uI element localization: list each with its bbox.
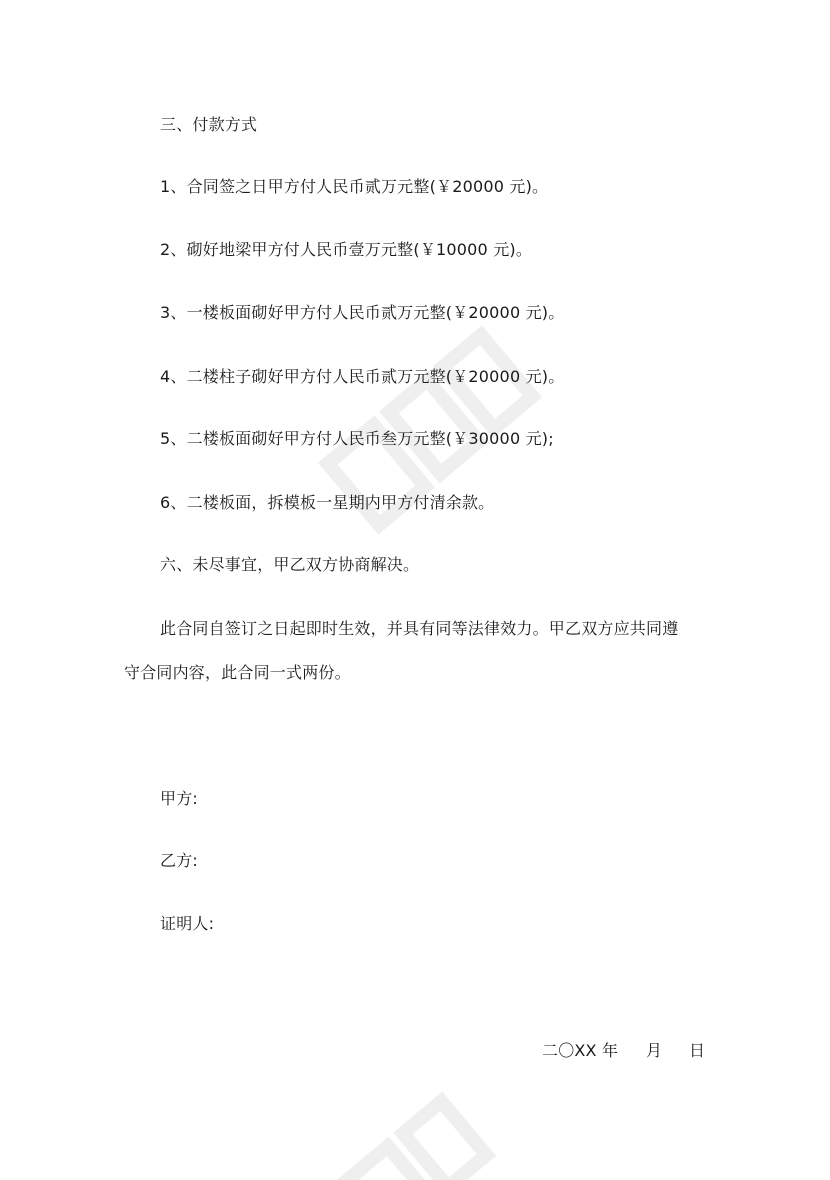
watermark-graphic-bottom [300,1070,560,1180]
witness-label: 证明人: [160,914,215,933]
date-year: 二〇XX 年 [542,1041,619,1060]
payment-item-2: 2、砌好地梁甲方付人民币壹万元整(￥10000 元)。 [160,240,533,259]
closing-paragraph-line-1: 此合同自签订之日起即时生效，并具有同等法律效力。甲乙双方应共同遵 [160,619,679,638]
payment-item-4: 4、二楼柱子砌好甲方付人民币贰万元整(￥20000 元)。 [160,367,565,386]
section-heading-misc: 六、未尽事宜，甲乙双方协商解决。 [160,555,420,574]
date-day: 日 [689,1041,706,1060]
party-a-label: 甲方: [160,789,198,808]
payment-item-6: 6、二楼板面，拆模板一星期内甲方付清余款。 [160,493,495,512]
date-month: 月 [646,1041,663,1060]
closing-paragraph-line-2: 守合同内容，此合同一式两份。 [124,663,351,682]
section-heading-payment: 三、付款方式 [160,115,258,134]
payment-item-5: 5、二楼板面砌好甲方付人民币叁万元整(￥30000 元); [160,429,554,448]
payment-item-3: 3、一楼板面砌好甲方付人民币贰万元整(￥20000 元)。 [160,303,565,322]
payment-item-1: 1、合同签之日甲方付人民币贰万元整(￥20000 元)。 [160,177,549,196]
party-b-label: 乙方: [160,851,198,870]
